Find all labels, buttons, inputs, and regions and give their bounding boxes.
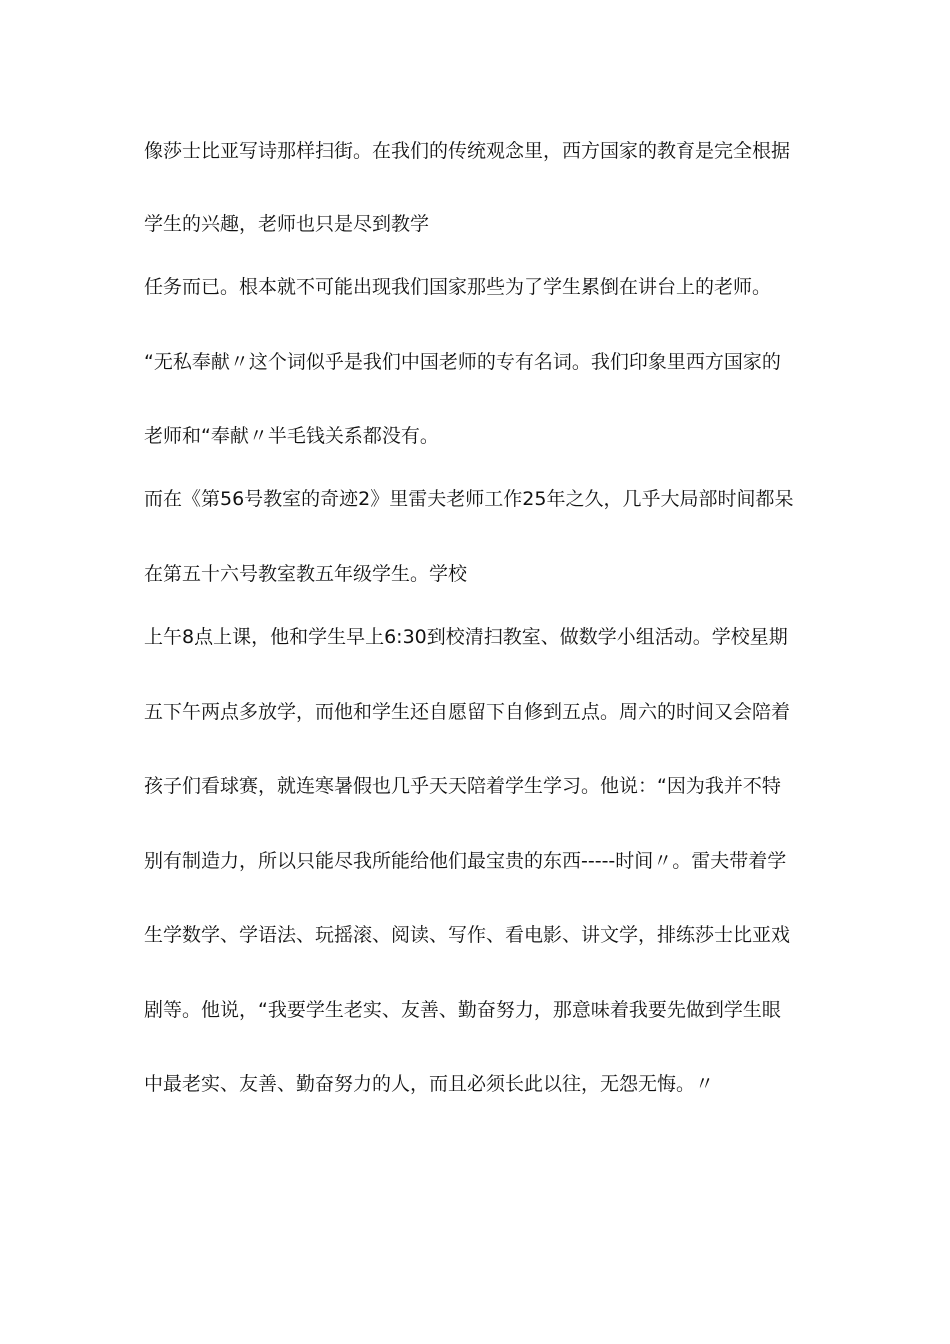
text-line: 在第五十六号教室教五年级学生。学校: [144, 563, 468, 585]
text-line: 而在《第56号教室的奇迹2》里雷夫老师工作25年之久，几乎大局部时间都呆: [144, 488, 794, 510]
text-line: 别有制造力，所以只能尽我所能给他们最宝贵的东西-----时间〃。雷夫带着学: [144, 850, 787, 872]
text-line: 剧等。他说，“我要学生老实、友善、勤奋努力，那意味着我要先做到学生眼: [144, 999, 781, 1021]
text-line: “无私奉献〃这个词似乎是我们中国老师的专有名词。我们印象里西方国家的: [144, 351, 781, 373]
text-line: 生学数学、学语法、玩摇滚、阅读、写作、看电影、讲文学，排练莎士比亚戏: [144, 924, 791, 946]
text-line: 像莎士比亚写诗那样扫街。在我们的传统观念里，西方国家的教育是完全根据: [144, 140, 791, 162]
text-line: 学生的兴趣，老师也只是尽到教学: [144, 213, 430, 235]
text-line: 任务而已。根本就不可能出现我们国家那些为了学生累倒在讲台上的老师。: [144, 276, 772, 298]
text-line: 老师和“奉献〃半毛钱关系都没有。: [144, 425, 439, 447]
text-line: 上午8点上课，他和学生早上6:30到校清扫教室、做数学小组活动。学校星期: [144, 626, 788, 648]
text-line: 孩子们看球赛，就连寒暑假也几乎天天陪着学生学习。他说：“因为我并不特: [144, 775, 781, 797]
text-line: 中最老实、友善、勤奋努力的人，而且必须长此以往，无怨无悔。〃: [144, 1073, 715, 1095]
text-line: 五下午两点多放学，而他和学生还自愿留下自修到五点。周六的时间又会陪着: [144, 701, 791, 723]
